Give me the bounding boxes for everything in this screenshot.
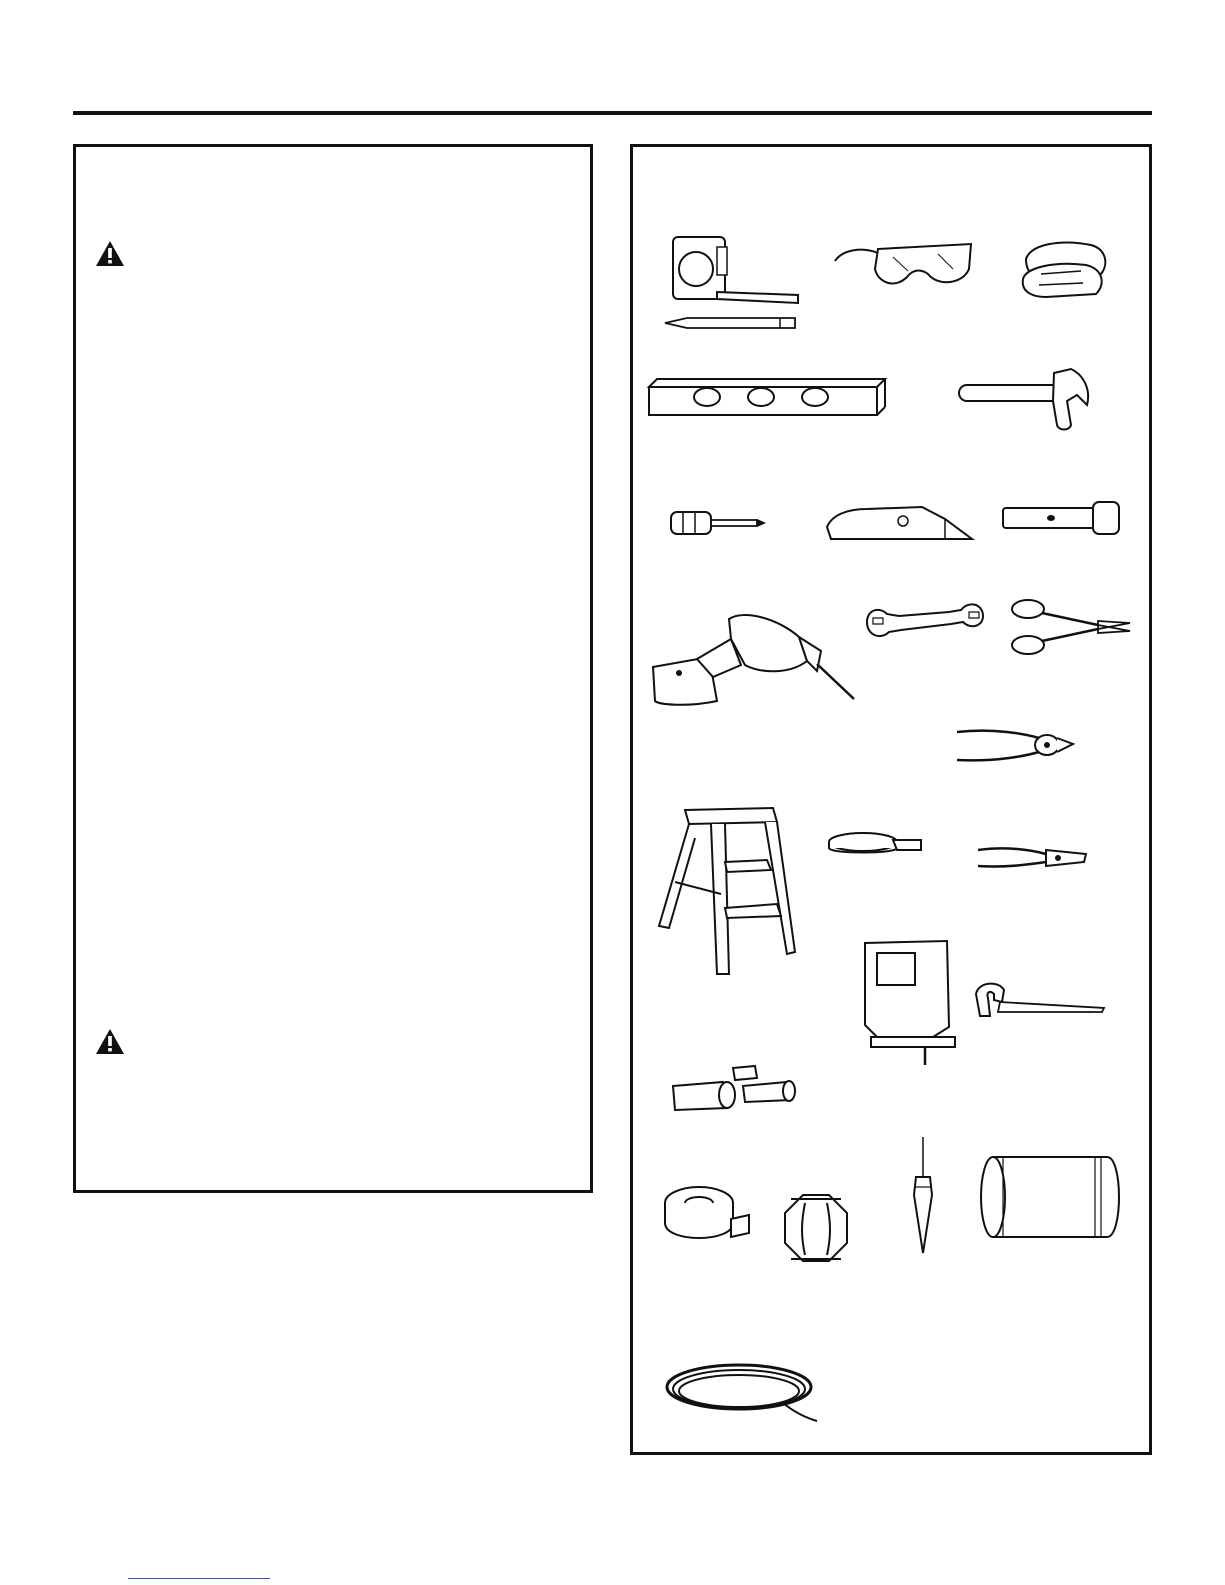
step-ladder-icon [655,804,795,976]
plumb-bob-icon [910,1137,936,1255]
wire-stripper-icon [976,842,1088,874]
open-end-wrench-icon [865,600,985,642]
pencil-icon [665,317,800,331]
nut-driver-icon [1003,500,1121,536]
jigsaw-icon [861,937,957,1067]
warning-triangle-icon [95,240,125,267]
header-rule [73,111,1152,115]
tools-panel [630,144,1152,1455]
level-icon [649,379,885,419]
tape-roll-icon [829,830,925,856]
hammer-icon [959,365,1094,435]
footer-link-line [128,1578,270,1579]
drill-icon [649,609,859,709]
duct-tape-icon [665,1185,751,1243]
pliers-icon [955,724,1075,766]
tin-snips-icon [1010,597,1135,657]
warning-triangle-icon [95,1028,125,1055]
keyhole-saw-icon [974,980,1106,1022]
safety-panel [73,144,593,1193]
screwdriver-icon [671,510,767,536]
safety-glasses-icon [833,239,978,294]
wire-nuts-icon [671,1064,796,1116]
gloves-icon [1021,239,1111,299]
strain-relief-connector-icon [783,1193,849,1265]
tape-measure-icon [673,237,803,312]
wire-coil-icon [663,1361,819,1425]
duct-sleeve-icon [979,1153,1121,1241]
utility-knife-icon [827,505,977,541]
